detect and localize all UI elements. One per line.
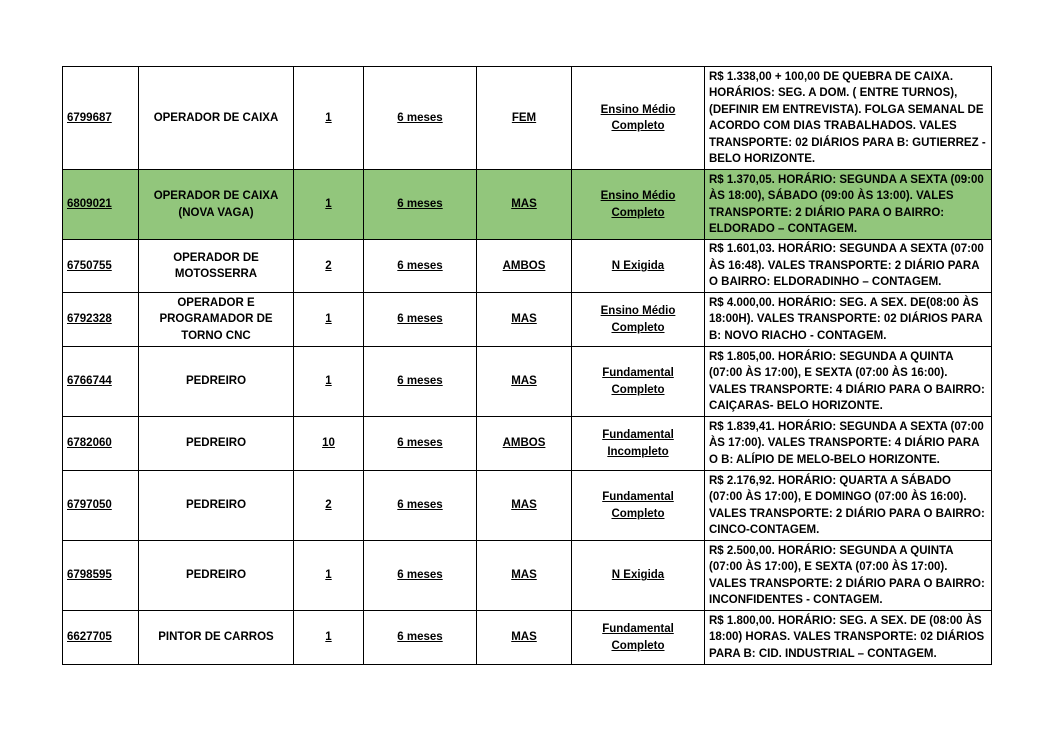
vacancy-code[interactable]: 6766744 xyxy=(63,347,139,417)
sex-requirement[interactable]: MAS xyxy=(477,541,572,611)
table-row xyxy=(63,417,992,471)
job-details: R$ 1.370,05. HORÁRIO: SEGUNDA A SEXTA (09:00 ÀS 18:00), SÁBADO (09:00 ÀS 13:00). VALES TRANSPORTE: 2 DIÁRIO PARA O BAIRRO: ELDORADO – CONTAGEM. xyxy=(705,170,992,240)
contract-duration[interactable]: 6 meses xyxy=(364,67,477,170)
vacancy-code[interactable]: 6792328 xyxy=(63,293,139,347)
job-title: OPERADOR DE CAIXA (NOVA VAGA) xyxy=(139,170,294,240)
sex-requirement[interactable]: MAS xyxy=(477,293,572,347)
vacancy-count[interactable]: 10 xyxy=(294,417,364,471)
education-requirement[interactable]: Fundamental Incompleto xyxy=(572,417,705,471)
vacancy-count[interactable]: 1 xyxy=(294,611,364,665)
table-row-highlighted xyxy=(63,170,992,240)
job-details: R$ 2.176,92. HORÁRIO: QUARTA A SÁBADO (07:00 ÀS 17:00), E DOMINGO (07:00 ÀS 16:00). VALES TRANSPORTE: 2 DIÁRIO PARA O BAIRRO: CINCO-CONTAGEM. xyxy=(705,471,992,541)
sex-requirement[interactable]: AMBOS xyxy=(477,417,572,471)
vacancy-code[interactable]: 6750755 xyxy=(63,240,139,293)
vacancy-code[interactable]: 6627705 xyxy=(63,611,139,665)
sex-requirement[interactable]: MAS xyxy=(477,611,572,665)
vacancy-count[interactable]: 1 xyxy=(294,347,364,417)
vacancy-code[interactable]: 6797050 xyxy=(63,471,139,541)
education-requirement[interactable]: Ensino Médio Completo xyxy=(572,67,705,170)
contract-duration[interactable]: 6 meses xyxy=(364,293,477,347)
job-title: OPERADOR E PROGRAMADOR DE TORNO CNC xyxy=(139,293,294,347)
vacancy-count[interactable]: 1 xyxy=(294,293,364,347)
education-requirement[interactable]: N Exigida xyxy=(572,541,705,611)
job-details: R$ 1.800,00. HORÁRIO: SEG. A SEX. DE (08:00 ÀS 18:00) HORAS. VALES TRANSPORTE: 02 DIÁRIOS PARA B: CID. INDUSTRIAL – CONTAGEM. xyxy=(705,611,992,665)
job-title: PEDREIRO xyxy=(139,471,294,541)
contract-duration[interactable]: 6 meses xyxy=(364,541,477,611)
job-details: R$ 2.500,00. HORÁRIO: SEGUNDA A QUINTA (07:00 ÀS 17:00), E SEXTA (07:00 ÀS 17:00). VALES TRANSPORTE: 2 DIÁRIO PARA O BAIRRO: INCONFIDENTES - CONTAGEM. xyxy=(705,541,992,611)
contract-duration[interactable]: 6 meses xyxy=(364,471,477,541)
vacancy-count[interactable]: 1 xyxy=(294,541,364,611)
education-requirement[interactable]: Fundamental Completo xyxy=(572,471,705,541)
table-row xyxy=(63,240,992,293)
table-row xyxy=(63,67,992,170)
sex-requirement[interactable]: MAS xyxy=(477,347,572,417)
sex-requirement[interactable]: FEM xyxy=(477,67,572,170)
contract-duration[interactable]: 6 meses xyxy=(364,417,477,471)
sex-requirement[interactable]: MAS xyxy=(477,170,572,240)
contract-duration[interactable]: 6 meses xyxy=(364,240,477,293)
sex-requirement[interactable]: AMBOS xyxy=(477,240,572,293)
vacancy-count[interactable]: 2 xyxy=(294,240,364,293)
job-details: R$ 4.000,00. HORÁRIO: SEG. A SEX. DE(08:00 ÀS 18:00H). VALES TRANSPORTE: 02 DIÁRIOS PARA B: NOVO RIACHO - CONTAGEM. xyxy=(705,293,992,347)
vacancy-count[interactable]: 2 xyxy=(294,471,364,541)
education-requirement[interactable]: Ensino Médio Completo xyxy=(572,293,705,347)
job-details: R$ 1.601,03. HORÁRIO: SEGUNDA A SEXTA (07:00 ÀS 16:48). VALES TRANSPORTE: 2 DIÁRIO PARA O BAIRRO: ELDORADINHO – CONTAGEM. xyxy=(705,240,992,293)
vacancy-count[interactable]: 1 xyxy=(294,67,364,170)
job-title: OPERADOR DE CAIXA xyxy=(139,67,294,170)
table-row xyxy=(63,293,992,347)
job-details: R$ 1.338,00 + 100,00 DE QUEBRA DE CAIXA. HORÁRIOS: SEG. A DOM. ( ENTRE TURNOS), (DEFINIR EM ENTREVISTA). FOLGA SEMANAL DE ACORDO COM DIAS TRABALHADOS. VALES TRANSPORTE: 02 DIÁRIOS PARA B: GUTIERREZ - BELO HORIZONTE. xyxy=(705,67,992,170)
vacancy-code[interactable]: 6799687 xyxy=(63,67,139,170)
contract-duration[interactable]: 6 meses xyxy=(364,611,477,665)
job-title: OPERADOR DE MOTOSSERRA xyxy=(139,240,294,293)
vacancy-code[interactable]: 6809021 xyxy=(63,170,139,240)
job-details: R$ 1.805,00. HORÁRIO: SEGUNDA A QUINTA (07:00 ÀS 17:00), E SEXTA (07:00 ÀS 16:00). VALES TRANSPORTE: 4 DIÁRIO PARA O BAIRRO: CAIÇARAS- BELO HORIZONTE. xyxy=(705,347,992,417)
education-requirement[interactable]: Fundamental Completo xyxy=(572,611,705,665)
table-row xyxy=(63,541,992,611)
contract-duration[interactable]: 6 meses xyxy=(364,170,477,240)
job-title: PEDREIRO xyxy=(139,417,294,471)
job-title: PINTOR DE CARROS xyxy=(139,611,294,665)
job-title: PEDREIRO xyxy=(139,347,294,417)
vacancy-count[interactable]: 1 xyxy=(294,170,364,240)
sex-requirement[interactable]: MAS xyxy=(477,471,572,541)
education-requirement[interactable]: Fundamental Completo xyxy=(572,347,705,417)
vacancy-code[interactable]: 6798595 xyxy=(63,541,139,611)
education-requirement[interactable]: N Exigida xyxy=(572,240,705,293)
job-vacancies-table xyxy=(62,66,992,665)
table-row xyxy=(63,611,992,665)
job-title: PEDREIRO xyxy=(139,541,294,611)
table-row xyxy=(63,471,992,541)
table-row xyxy=(63,347,992,417)
vacancy-code[interactable]: 6782060 xyxy=(63,417,139,471)
contract-duration[interactable]: 6 meses xyxy=(364,347,477,417)
education-requirement[interactable]: Ensino Médio Completo xyxy=(572,170,705,240)
job-details: R$ 1.839,41. HORÁRIO: SEGUNDA A SEXTA (07:00 ÀS 17:00). VALES TRANSPORTE: 4 DIÁRIO PARA O B: ALÍPIO DE MELO-BELO HORIZONTE. xyxy=(705,417,992,471)
